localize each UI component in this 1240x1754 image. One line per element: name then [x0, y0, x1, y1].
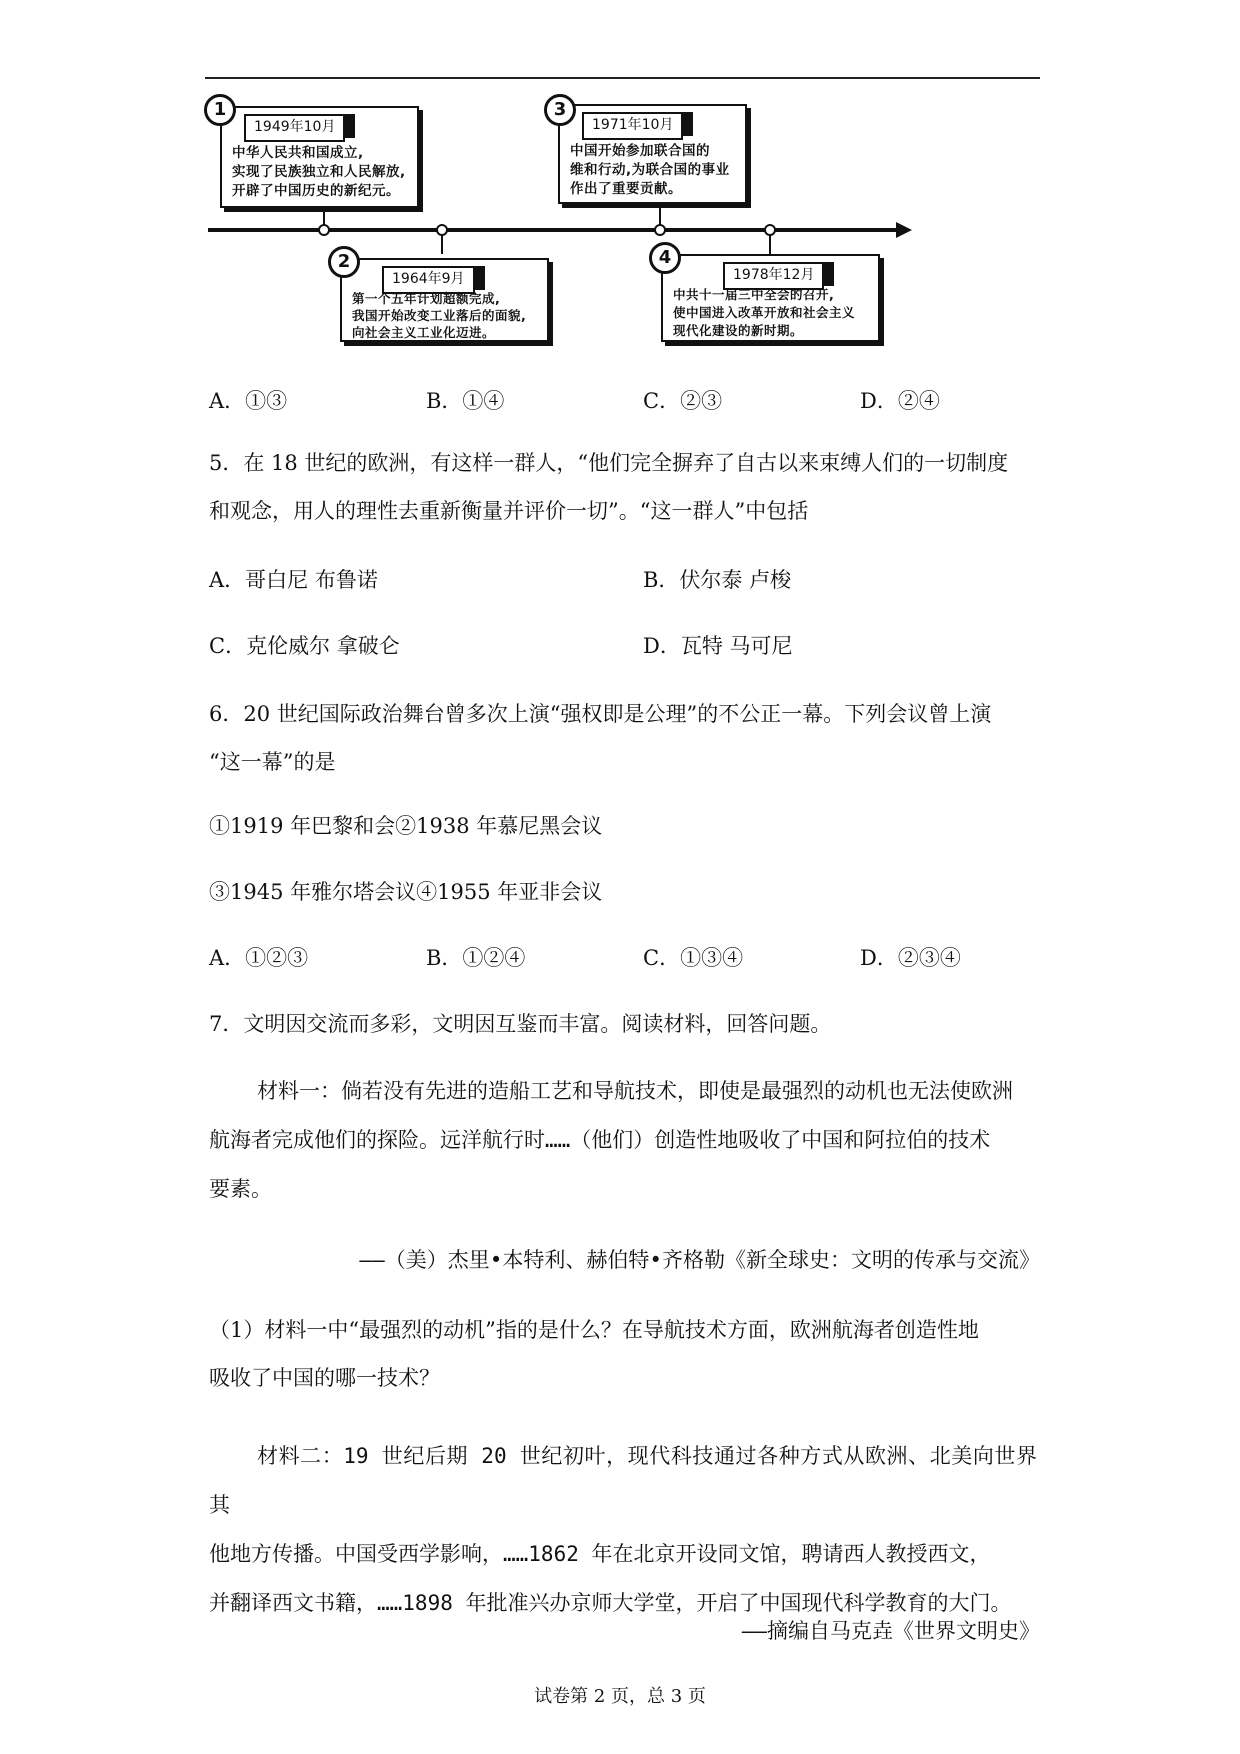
subquestion-line: （1）材料一中“最强烈的动机”指的是什么？在导航技术方面，欧洲航海者创造性地	[209, 1318, 979, 1342]
subquestion-line: 吸收了中国的哪一技术？	[209, 1366, 440, 1390]
event-text	[232, 144, 411, 201]
q5-stem-line: 5．在 18 世纪的欧洲，有这样一群人，“他们完全摒弃了自古以来束缚人们的一切制度	[209, 451, 1009, 475]
q7-material-2	[209, 1432, 1037, 1628]
event-line: 中华人民共和国成立,	[232, 145, 364, 161]
event-number-1: 1	[204, 94, 236, 126]
event-date: 1978年12月	[723, 262, 824, 290]
event-date: 1949年10月	[244, 114, 345, 142]
event-number-2: 2	[328, 246, 360, 278]
event-text	[352, 290, 541, 341]
event-number-4: 4	[649, 242, 681, 274]
axis-marker-3	[654, 224, 666, 236]
q4-option-b[interactable]: B．①④	[426, 389, 505, 413]
event-text	[570, 142, 739, 199]
timeline-figure	[208, 98, 908, 348]
page-footer: 试卷第 2 页，总 3 页	[534, 1686, 706, 1707]
q7-subquestion-1	[209, 1308, 1049, 1400]
q7-stem	[209, 1008, 1069, 1038]
q7-material-1	[209, 1067, 1037, 1214]
axis-marker-2	[436, 224, 448, 236]
timeline-event-2	[340, 258, 549, 342]
event-line: 我国开始改变工业落后的面貌,	[352, 308, 527, 323]
q5-option-b[interactable]: B．伏尔泰 卢梭	[643, 568, 792, 592]
event-line: 中共十一届三中全会的召开,	[673, 287, 835, 302]
q6-options	[209, 942, 1069, 972]
q5-option-a[interactable]: A．哥白尼 布鲁诺	[209, 568, 378, 592]
q5-option-c[interactable]: C．克伦威尔 拿破仑	[209, 634, 400, 658]
event-line: 使中国进入改革开放和社会主义	[673, 305, 856, 320]
event-date: 1971年10月	[582, 112, 683, 140]
event-line: 作出了重要贡献。	[570, 181, 682, 197]
material-line: 要素。	[209, 1177, 272, 1201]
axis-marker-1	[318, 224, 330, 236]
timeline-axis	[208, 228, 898, 232]
q5-options-row1	[209, 564, 1069, 594]
event-number-3: 3	[544, 94, 576, 126]
header-rule	[205, 77, 1040, 79]
timeline-event-3	[558, 104, 747, 204]
event-line: 中国开始参加联合国的	[570, 143, 710, 159]
timeline-event-4	[661, 254, 880, 342]
q4-option-c[interactable]: C．②③	[643, 389, 723, 413]
timeline-event-1	[220, 106, 419, 208]
material-line: 并翻译西文书籍，……1898 年批准兴办京师大学堂，开启了中国现代科学教育的大门。	[209, 1591, 1012, 1615]
q6-stem-line: “这一幕”的是	[209, 750, 336, 774]
q5-option-d[interactable]: D．瓦特 马可尼	[643, 634, 793, 658]
q6-item-text: ①1919 年巴黎和会②1938 年慕尼黑会议	[209, 814, 603, 838]
q6-option-c[interactable]: C．①③④	[643, 946, 744, 970]
q6-option-a[interactable]: A．①②③	[209, 946, 309, 970]
event-line: 向社会主义工业化迈进。	[352, 325, 496, 340]
event-line: 开辟了中国历史的新纪元。	[232, 183, 400, 199]
timeline-arrowhead	[896, 222, 912, 238]
axis-marker-4	[764, 224, 776, 236]
event-line: 维和行动,为联合国的事业	[570, 162, 730, 178]
event-line: 实现了民族独立和人民解放,	[232, 164, 406, 180]
q6-item-text: ③1945 年雅尔塔会议④1955 年亚非会议	[209, 880, 603, 904]
q6-item-2	[209, 876, 1069, 906]
event-line: 第一个五年计划超额完成,	[352, 291, 501, 306]
q5-stem-line: 和观念，用人的理性去重新衡量并评价一切”。“这一群人”中包括	[209, 499, 809, 523]
q6-option-d[interactable]: D．②③④	[860, 946, 961, 970]
q6-item-1	[209, 810, 1069, 840]
q7-stem-text: 7．文明因交流而多彩，文明因互鉴而丰富。阅读材料，回答问题。	[209, 1012, 832, 1036]
q4-options	[209, 385, 1069, 415]
event-line: 现代化建设的新时期。	[673, 323, 804, 338]
material-line: 他地方传播。中国受西学影响，……1862 年在北京开设同文馆，聘请西人教授西文，	[209, 1542, 991, 1566]
q5-options-row2	[209, 630, 1069, 660]
q7-source-2: ——摘编自马克垚《世界文明史》	[741, 1619, 1040, 1643]
event-date: 1964年9月	[382, 266, 475, 294]
material-line: 航海者完成他们的探险。远洋航行时……（他们）创造性地吸收了中国和阿拉伯的技术	[209, 1128, 991, 1152]
event-text	[673, 286, 872, 340]
q6-stem-line: 6．20 世纪国际政治舞台曾多次上演“强权即是公理”的不公正一幕。下列会议曾上演	[209, 702, 992, 726]
material-line: 材料二：19 世纪后期 20 世纪初叶，现代科技通过各种方式从欧洲、北美向世界其	[209, 1444, 1037, 1517]
material-line: 材料一：倘若没有先进的造船工艺和导航技术，即使是最强烈的动机也无法使欧洲	[257, 1079, 1013, 1103]
q6-option-b[interactable]: B．①②④	[426, 946, 526, 970]
q7-source-1: ——（美）杰里•本特利、赫伯特•齐格勒《新全球史：文明的传承与交流》	[359, 1248, 1040, 1272]
q4-option-d[interactable]: D．②④	[860, 389, 940, 413]
q5-stem	[209, 441, 1049, 533]
q4-option-a[interactable]: A．①③	[209, 389, 288, 413]
q6-stem	[209, 692, 1049, 784]
